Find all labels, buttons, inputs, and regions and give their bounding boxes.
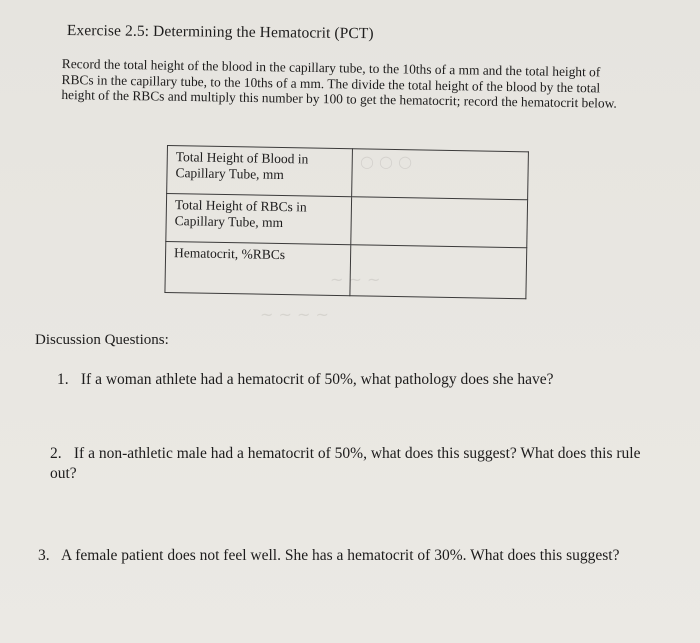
question-2 bbox=[50, 444, 670, 484]
exercise-title: Exercise 2.5: Determining the Hematocrit (PCT) bbox=[66, 22, 374, 43]
exercise-instructions: Record the total height of the blood in the capillary tube, to the 10ths of a mm and the total height of RBCs in the capillary tube, to the 10ths of a mm. The divide the total height of the blood by the total height of the RBCs and multiply this number by 100 to get the hematocrit; record the hematocrit below. bbox=[61, 56, 617, 111]
input-cell-rbc-height[interactable] bbox=[351, 197, 528, 248]
question-number: 3. bbox=[38, 547, 50, 564]
question-text: A female patient does not feel well. She has a hematocrit of 30%. What does this suggest? bbox=[61, 547, 620, 564]
question-1 bbox=[57, 370, 657, 390]
input-cell-hematocrit[interactable] bbox=[350, 245, 527, 299]
row-label-blood-height: Total Height of Blood in Capillary Tube, mm bbox=[167, 146, 353, 197]
question-3 bbox=[38, 546, 658, 566]
table-row bbox=[167, 146, 529, 200]
input-cell-blood-height[interactable] bbox=[352, 149, 529, 200]
bleed-through-decoration: ~ ~ ~ bbox=[330, 270, 381, 289]
question-number: 1. bbox=[57, 371, 69, 388]
bleed-through-decoration: ○ ○ ○ bbox=[360, 152, 413, 171]
row-label-hematocrit: Hematocrit, %RBCs bbox=[165, 241, 351, 295]
question-text: If a non-athletic male had a hematocrit of 50%, what does this suggest? What does this rule out? bbox=[50, 445, 641, 482]
question-text: If a woman athlete had a hematocrit of 50%, what pathology does she have? bbox=[80, 371, 554, 388]
discussion-heading: Discussion Questions: bbox=[35, 332, 169, 348]
bleed-through-decoration: ~ ~ ~ ~ bbox=[260, 305, 329, 324]
row-label-rbc-height: Total Height of RBCs in Capillary Tube, mm bbox=[166, 194, 352, 245]
hematocrit-data-table bbox=[164, 145, 529, 299]
table-row bbox=[165, 241, 527, 298]
question-number: 2. bbox=[50, 445, 62, 462]
table-row bbox=[166, 194, 528, 248]
